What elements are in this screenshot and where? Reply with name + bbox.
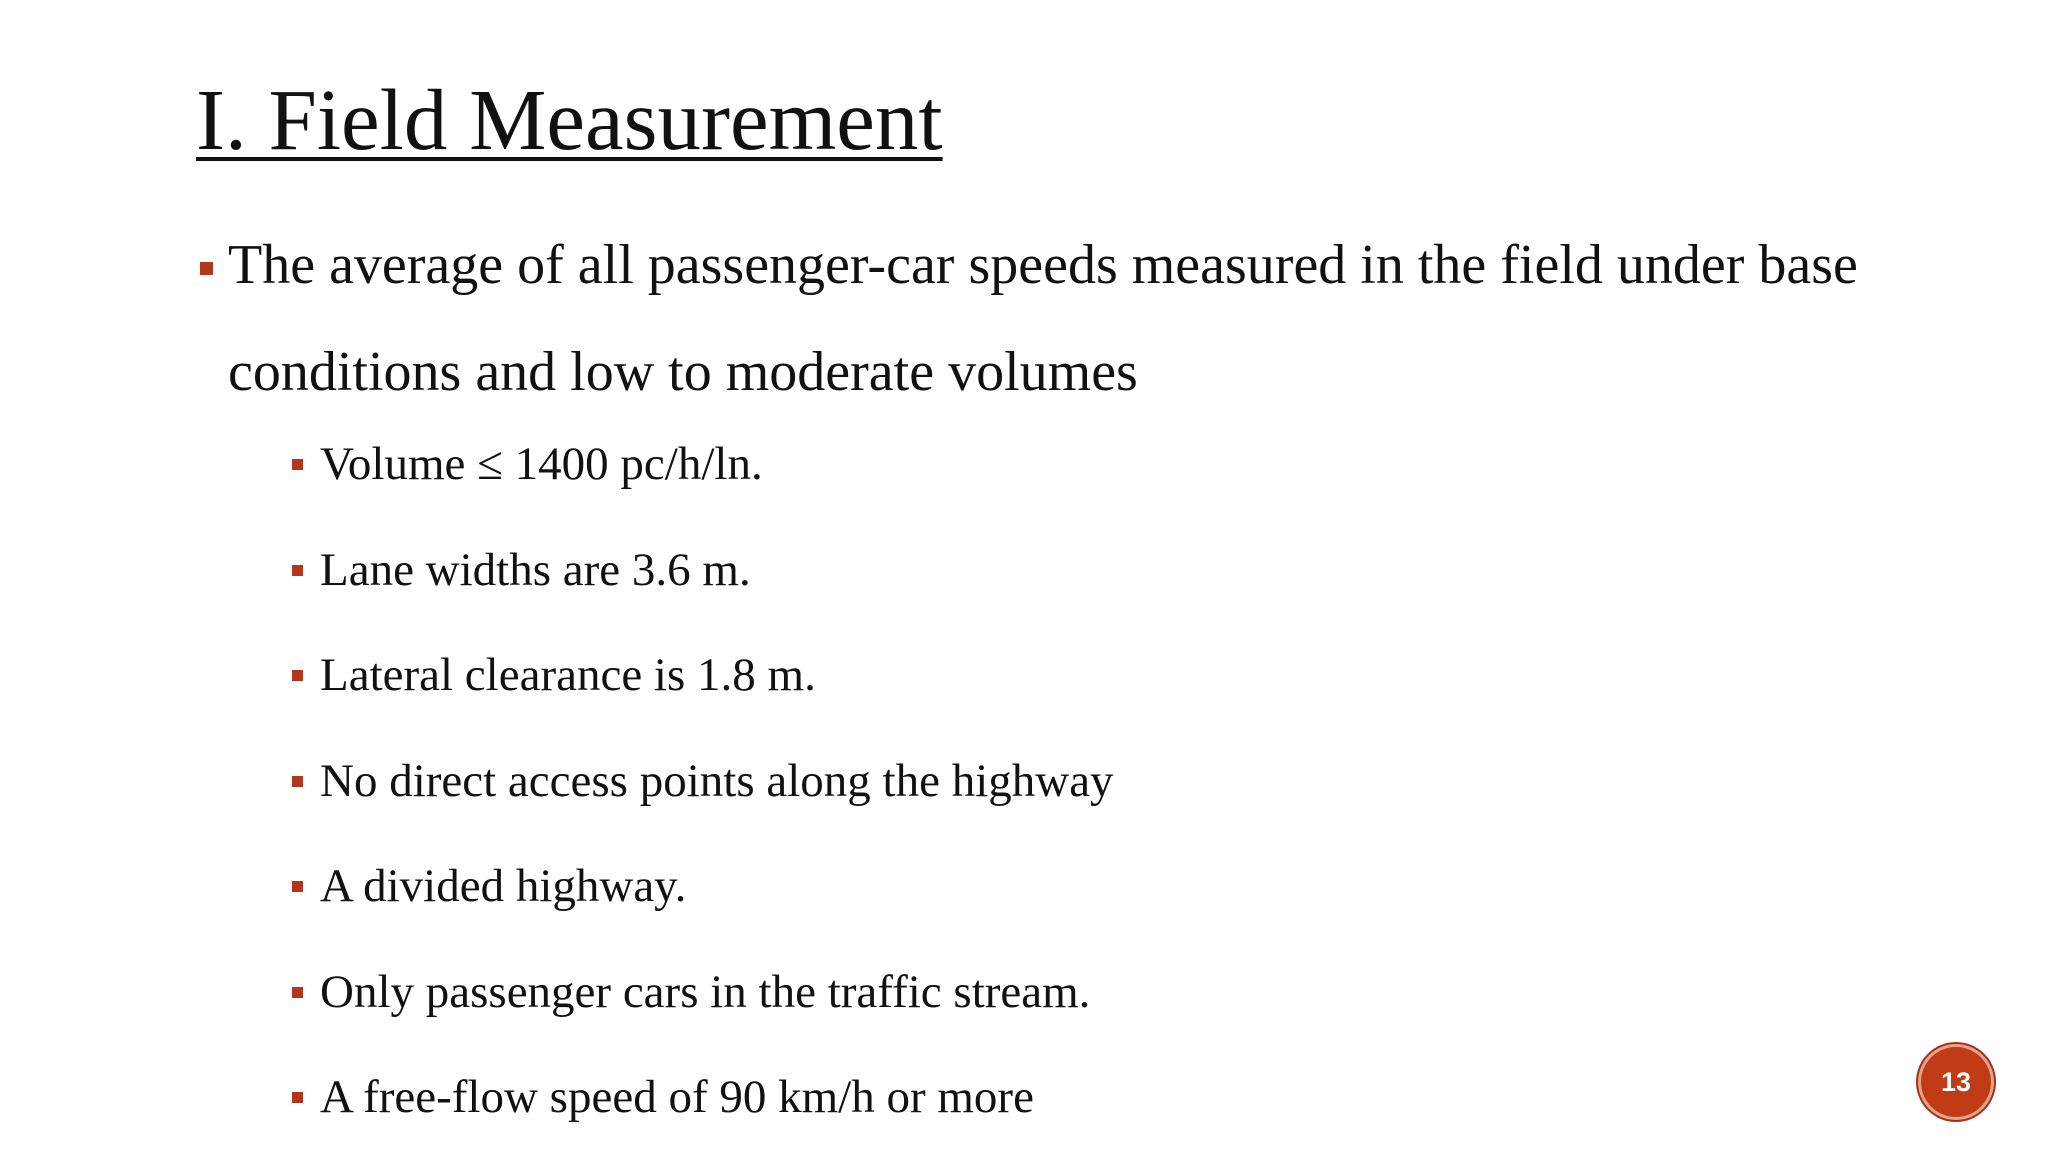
slide-title: I. Field Measurement xyxy=(196,71,943,168)
sub-bullet-item xyxy=(292,850,1114,956)
square-bullet-icon xyxy=(292,987,303,998)
sub-bullet-text: A divided highway. xyxy=(320,860,687,912)
sub-bullet-item xyxy=(292,639,1114,745)
sub-bullet-item xyxy=(292,745,1114,851)
sub-bullet-text: Volume ≤ 1400 pc/h/ln. xyxy=(320,438,763,490)
sub-bullet-item xyxy=(292,534,1114,640)
sub-bullet-text: No direct access points along the highway xyxy=(320,754,1114,807)
page-number-badge: 13 xyxy=(1921,1047,1991,1117)
square-bullet-icon xyxy=(292,459,303,470)
sub-bullet-item xyxy=(292,428,1114,534)
square-bullet-icon xyxy=(292,1092,303,1103)
sub-bullet-list xyxy=(292,428,1114,1167)
sub-bullet-text: Lane widths are 3.6 m. xyxy=(320,543,751,596)
main-bullet xyxy=(200,212,1900,426)
square-bullet-icon xyxy=(200,262,213,275)
main-bullet-text: The average of all passenger-car speeds measured in the field under base conditions and low to moderate volumes xyxy=(228,234,1858,403)
square-bullet-icon xyxy=(292,881,303,892)
square-bullet-icon xyxy=(292,565,303,576)
sub-bullet-text: A free-flow speed of 90 km/h or more xyxy=(320,1071,1034,1123)
sub-bullet-item xyxy=(292,956,1114,1062)
sub-bullet-text: Only passenger cars in the traffic stream. xyxy=(320,965,1091,1018)
square-bullet-icon xyxy=(292,670,303,681)
sub-bullet-text: Lateral clearance is 1.8 m. xyxy=(320,649,816,701)
square-bullet-icon xyxy=(292,776,303,787)
sub-bullet-item xyxy=(292,1061,1114,1167)
